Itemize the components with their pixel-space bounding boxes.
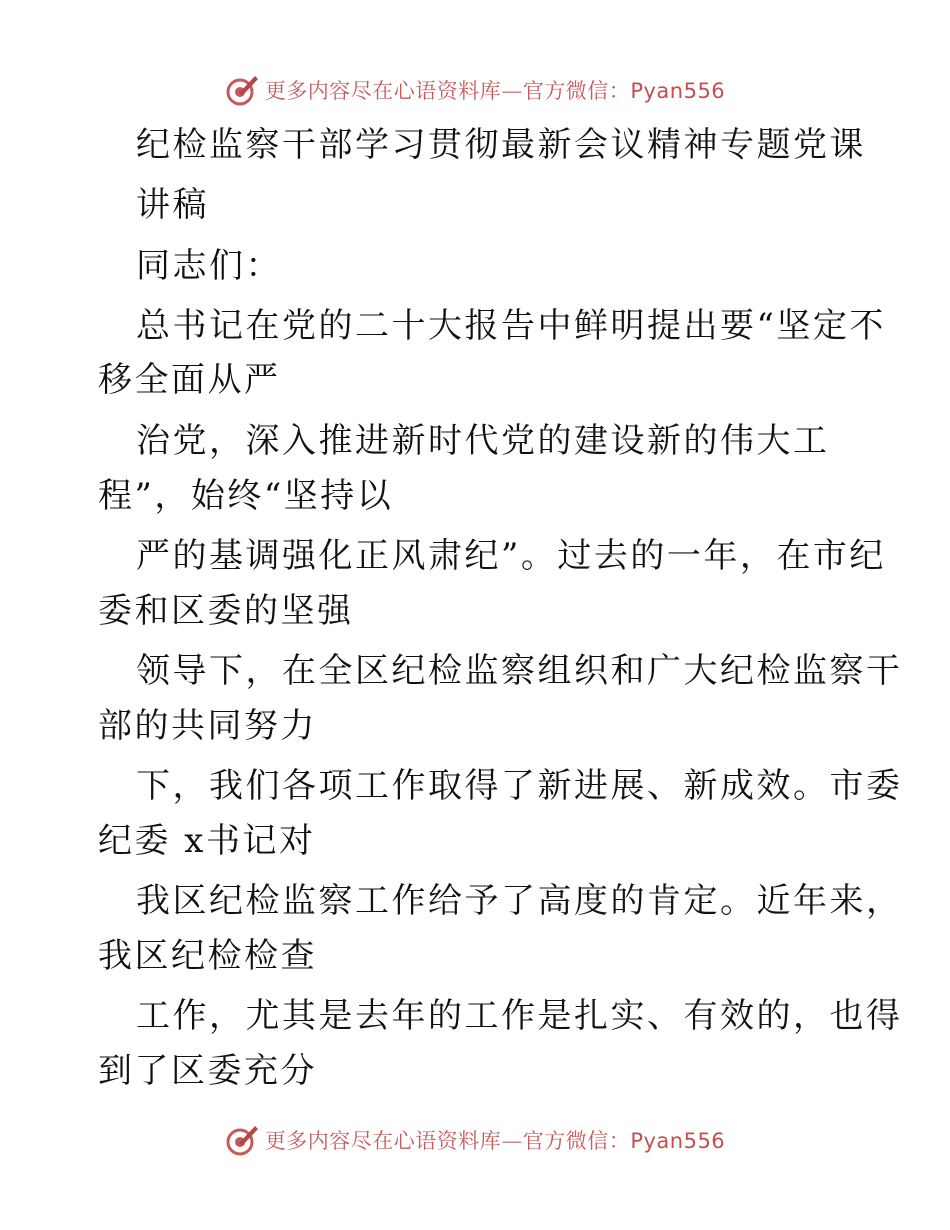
paragraph-line: 总书记在党的二十大报告中鲜明提出要“坚定不 (136, 306, 886, 346)
header-watermark-text: 更多内容尽在心语资料库—官方微信：Pyan556 (264, 79, 726, 103)
pen-logo-icon (225, 73, 259, 107)
pen-logo-icon (225, 1123, 259, 1157)
paragraph-line: 程”，始终“坚持以 (98, 476, 394, 516)
document-title-line-2: 讲稿 (136, 185, 209, 225)
paragraph-line: 纪委 x书记对 (98, 821, 316, 861)
paragraph-line: 移全面从严 (98, 360, 281, 400)
footer-watermark (0, 1118, 950, 1162)
paragraph-line: 部的共同努力 (98, 706, 317, 746)
paragraph-line: 领导下，在全区纪检监察组织和广大纪检监察干 (136, 651, 903, 691)
paragraph-line: 下，我们各项工作取得了新进展、新成效。市委 (136, 766, 903, 806)
paragraph-line: 严的基调强化正风肃纪”。过去的一年，在市纪 (136, 536, 886, 576)
footer-watermark-text: 更多内容尽在心语资料库—官方微信：Pyan556 (264, 1129, 726, 1153)
paragraph-line: 委和区委的坚强 (98, 591, 354, 631)
salutation: 同志们： (136, 246, 282, 286)
document-title-line-1: 纪检监察干部学习贯彻最新会议精神专题党课 (136, 125, 866, 165)
paragraph-line: 治党，深入推进新时代党的建设新的伟大工 (136, 421, 830, 461)
paragraph-line: 我区纪检监察工作给予了高度的肯定。近年来， (136, 881, 903, 921)
paragraph-line: 我区纪检检查 (98, 936, 317, 976)
paragraph-line: 到了区委充分 (98, 1051, 317, 1091)
header-watermark (0, 68, 950, 112)
paragraph-line: 工作，尤其是去年的工作是扎实、有效的，也得 (136, 996, 903, 1036)
